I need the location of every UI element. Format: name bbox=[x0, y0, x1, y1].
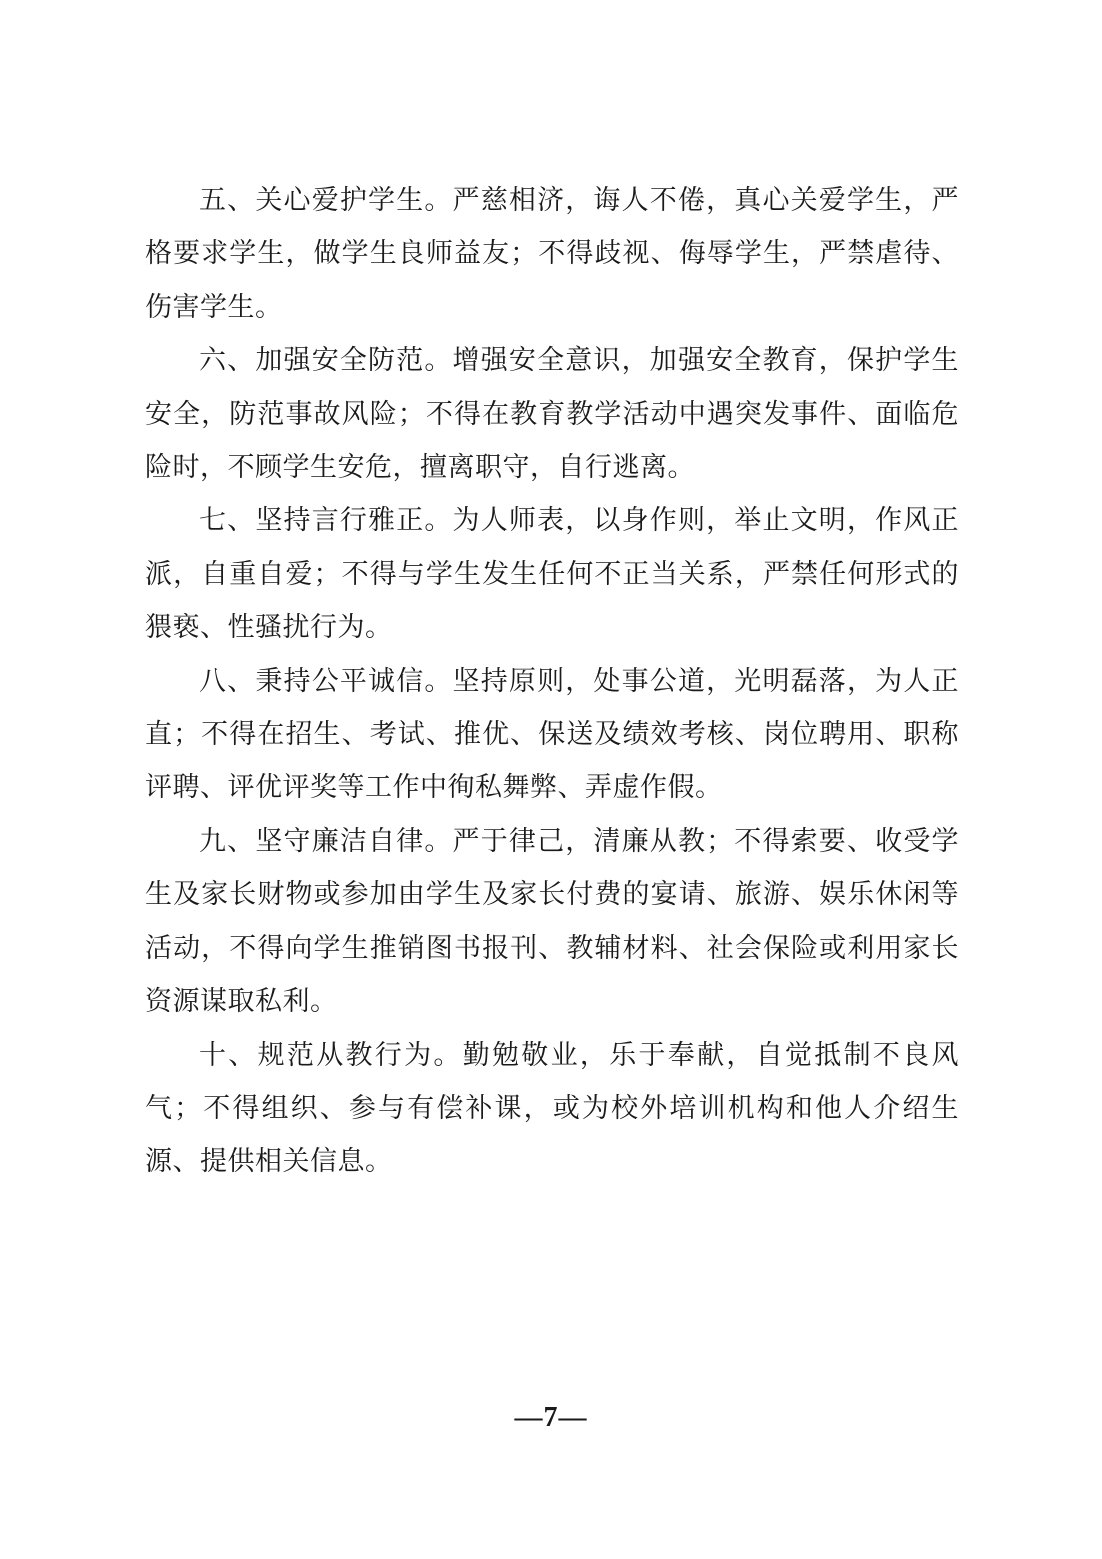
paragraph-seven: 七、坚持言行雅正。为人师表，以身作则，举止文明，作风正派，自重自爱；不得与学生发生任何不正当关系，严禁任何形式的猥亵、性骚扰行为。 bbox=[145, 505, 959, 644]
paragraph-nine: 九、坚守廉洁自律。严于律己，清廉从教；不得索要、收受学生及家长财物或参加由学生及家长付费的宴请、旅游、娱乐休闲等活动，不得向学生推销图书报刊、教辅材料、社会保险或利用家长资源谋取私利。 bbox=[145, 825, 959, 1018]
paragraph-six: 六、加强安全防范。增强安全意识，加强安全教育，保护学生安全，防范事故风险；不得在教育教学活动中遇突发事件、面临危险时，不顾学生安危，擅离职守，自行逃离。 bbox=[145, 345, 959, 484]
paragraph-eight: 八、秉持公平诚信。坚持原则，处事公道，光明磊落，为人正直；不得在招生、考试、推优、保送及绩效考核、岗位聘用、职称评聘、评优评奖等工作中徇私舞弊、弄虚作假。 bbox=[145, 665, 959, 804]
page-number: —7— bbox=[514, 1402, 588, 1433]
paragraph-ten: 十、规范从教行为。勤勉敬业，乐于奉献，自觉抵制不良风气；不得组织、参与有偿补课，或为校外培训机构和他人介绍生源、提供相关信息。 bbox=[145, 1039, 959, 1178]
body-text bbox=[145, 174, 959, 1189]
paragraph-five: 五、关心爱护学生。严慈相济，诲人不倦，真心关爱学生，严格要求学生，做学生良师益友；不得歧视、侮辱学生，严禁虐待、伤害学生。 bbox=[145, 185, 959, 323]
